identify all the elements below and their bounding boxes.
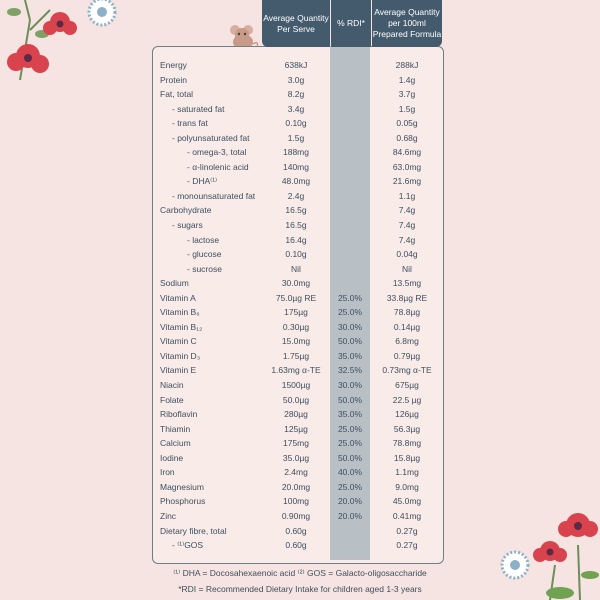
footnote-rdi: *RDI = Recommended Dietary Intake for children aged 1-3 years: [178, 584, 422, 594]
table-row: [0, 160, 600, 175]
per-100ml-value: 288kJ: [395, 60, 419, 70]
per-100ml-value: 1.1mg: [395, 467, 419, 478]
per-serve-value: 0.10g: [285, 118, 307, 129]
table-row: [0, 422, 600, 437]
per-serve-value: 1.63mg α-TE: [271, 365, 321, 376]
per-100ml-value: 675µg: [395, 380, 419, 391]
per-100ml-value: 7.4g: [398, 205, 416, 216]
per-100ml-value: 0.79µg: [393, 350, 421, 361]
table-row: [0, 233, 600, 248]
per-serve-value: 0.60g: [285, 540, 307, 551]
nutrient-name: Thiamin: [160, 423, 191, 434]
per-100ml-value: 0.05g: [396, 118, 418, 129]
nutrient-name: - trans fat: [172, 118, 208, 129]
per-serve-value: 0.60g: [285, 525, 307, 536]
per-100ml-value: 78.8mg: [392, 438, 422, 449]
table-row: [0, 436, 600, 451]
table-row: [0, 116, 600, 131]
header-per-100ml: Average Quantity per 100ml Prepared Formula: [372, 0, 442, 47]
per-100ml-value: 0.41mg: [392, 510, 422, 521]
table-row: [0, 407, 600, 422]
rdi-value: 35.0%: [337, 409, 363, 420]
nutrient-name: Vitamin C: [160, 336, 197, 347]
per-serve-value: 3.0g: [287, 74, 305, 85]
per-serve-value: 2.4mg: [284, 467, 308, 478]
rdi-value: 20.0%: [337, 510, 363, 521]
per-serve-value: 20.0mg: [281, 481, 311, 492]
table-row: [0, 509, 600, 524]
table-row: [0, 305, 600, 320]
table-row: [0, 87, 600, 102]
per-serve-value: 8.2g: [287, 89, 305, 100]
nutrient-name: Vitamin D₃: [160, 350, 201, 361]
table-row: [0, 451, 600, 466]
per-serve-value: 1.75µg: [282, 350, 310, 361]
per-100ml-value: 0.73mg α-TE: [382, 365, 432, 376]
table-row: [0, 538, 600, 553]
per-100ml-value: 7.4g: [398, 234, 416, 245]
nutrient-name: Fat, total: [160, 89, 194, 100]
per-100ml-value: 15.8µg: [393, 452, 421, 463]
rdi-value: 35.0%: [337, 350, 363, 361]
per-serve-value: 75.0µg RE: [275, 292, 317, 303]
nutrient-name: Dietary fibre, total: [160, 525, 227, 536]
table-row: [0, 174, 600, 189]
per-100ml-value: 126µg: [395, 409, 419, 420]
per-100ml-value: 0.04g: [396, 249, 418, 260]
nutrient-name: - omega-3, total: [187, 147, 247, 158]
nutrient-name: - ⁽¹⁾GOS: [172, 540, 204, 551]
per-serve-value: 16.4g: [285, 234, 307, 245]
nutrient-name: - sucrose: [187, 263, 222, 274]
per-100ml-value: Nil: [402, 263, 412, 274]
per-100ml-value: 0.14µg: [393, 321, 421, 332]
per-serve-value: 50.0µg: [282, 394, 310, 405]
per-serve-value: 1.5g: [287, 132, 305, 143]
nutrition-table: [0, 58, 600, 553]
nutrient-name: Vitamin A: [160, 292, 196, 303]
per-serve-value: 16.5g: [285, 205, 307, 216]
per-serve-value: 188mg: [283, 147, 309, 158]
table-row: [0, 524, 600, 539]
table-row: [0, 291, 600, 306]
nutrient-name: - saturated fat: [172, 103, 225, 114]
per-100ml-value: 63.0mg: [392, 161, 422, 172]
per-serve-value: 16.5g: [285, 220, 307, 231]
table-row: [0, 203, 600, 218]
table-row: [0, 218, 600, 233]
per-100ml-value: 1.5g: [398, 103, 416, 114]
per-100ml-value: 45.0mg: [392, 496, 422, 507]
header-rdi: % RDI*: [331, 0, 371, 47]
nutrient-name: - glucose: [187, 249, 222, 260]
per-100ml-value: 7.4g: [398, 220, 416, 231]
nutrient-name: Calcium: [160, 438, 191, 449]
table-row: [0, 145, 600, 160]
table-row: [0, 131, 600, 146]
per-100ml-value: 78.8µg: [393, 307, 421, 318]
nutrient-name: Vitamin B₁₂: [160, 321, 203, 332]
per-100ml-value: 6.8mg: [395, 336, 419, 347]
per-100ml-value: 9.0mg: [395, 481, 419, 492]
nutrient-name: Iodine: [160, 452, 184, 463]
nutrient-name: Magnesium: [160, 481, 204, 492]
nutrient-name: - α-linolenic acid: [187, 161, 249, 172]
per-100ml-value: 0.68g: [396, 132, 418, 143]
rdi-value: 32.5%: [337, 365, 363, 376]
per-serve-value: 638kJ: [284, 60, 308, 70]
per-serve-value: 35.0µg: [282, 452, 310, 463]
per-serve-value: 0.30µg: [282, 321, 310, 332]
table-row: [0, 247, 600, 262]
footnote-abbreviations: ⁽¹⁾ DHA = Docosahexaenoic acid ⁽²⁾ GOS = Galacto-oligosaccharide: [173, 568, 427, 578]
nutrient-name: Riboflavin: [160, 409, 198, 420]
table-row: [0, 494, 600, 509]
nutrient-name: Folate: [160, 394, 184, 405]
per-100ml-value: 1.1g: [398, 190, 416, 201]
per-serve-value: 100mg: [283, 496, 309, 507]
header-per-serve: Average Quantity Per Serve: [262, 0, 330, 47]
nutrient-name: - DHA⁽¹⁾: [187, 176, 218, 187]
rdi-value: 30.0%: [337, 321, 363, 332]
per-100ml-value: 33.8µg RE: [386, 292, 428, 303]
nutrient-name: - polyunsaturated fat: [172, 132, 250, 143]
nutrient-name: - lactose: [187, 234, 220, 245]
per-serve-value: 125µg: [284, 423, 308, 434]
nutrient-name: Carbohydrate: [160, 205, 212, 216]
per-100ml-value: 56.3µg: [393, 423, 421, 434]
rdi-value: 50.0%: [337, 452, 363, 463]
per-100ml-value: 3.7g: [398, 89, 416, 100]
table-row: [0, 393, 600, 408]
per-serve-value: 140mg: [283, 161, 309, 172]
per-serve-value: 2.4g: [287, 190, 305, 201]
rdi-value: 20.0%: [337, 496, 363, 507]
per-serve-value: Nil: [291, 263, 301, 274]
nutrient-name: Sodium: [160, 278, 189, 289]
rdi-value: 25.0%: [337, 292, 363, 303]
per-serve-value: 175µg: [284, 307, 308, 318]
nutrient-name: Energy: [160, 60, 187, 70]
table-row: [0, 73, 600, 88]
rdi-value: 25.0%: [337, 438, 363, 449]
per-100ml-value: 22.5 µg: [392, 394, 422, 405]
table-row: [0, 480, 600, 495]
nutrient-name: Protein: [160, 74, 187, 85]
per-serve-value: 3.4g: [287, 103, 305, 114]
table-row: [0, 465, 600, 480]
per-serve-value: 48.0mg: [281, 176, 311, 187]
per-100ml-value: 21.6mg: [392, 176, 422, 187]
per-serve-value: 175mg: [283, 438, 309, 449]
table-row: [0, 378, 600, 393]
per-100ml-value: 0.27g: [396, 525, 418, 536]
nutrient-name: Iron: [160, 467, 175, 478]
per-100ml-value: 13.5mg: [392, 278, 422, 289]
nutrient-name: Vitamin B₆: [160, 307, 200, 318]
nutrient-name: Niacin: [160, 380, 184, 391]
per-serve-value: 280µg: [284, 409, 308, 420]
table-row: [0, 363, 600, 378]
per-100ml-value: 0.27g: [396, 540, 418, 551]
rdi-value: 50.0%: [337, 336, 363, 347]
per-100ml-value: 1.4g: [398, 74, 416, 85]
per-serve-value: 1500µg: [281, 380, 311, 391]
rdi-value: 30.0%: [337, 380, 363, 391]
rdi-value: 25.0%: [337, 307, 363, 318]
table-row: [0, 349, 600, 364]
table-row: [0, 102, 600, 117]
nutrient-name: Zinc: [160, 510, 177, 521]
nutrient-name: - sugars: [172, 220, 203, 231]
rdi-value: 50.0%: [337, 394, 363, 405]
nutrient-name: - monounsaturated fat: [172, 190, 256, 201]
per-serve-value: 15.0mg: [281, 336, 311, 347]
rdi-value: 40.0%: [337, 467, 363, 478]
table-row: [0, 276, 600, 291]
table-row: [0, 262, 600, 277]
table-row: [0, 320, 600, 335]
nutrient-name: Phosphorus: [160, 496, 206, 507]
per-100ml-value: 84.6mg: [392, 147, 422, 158]
rdi-value: 25.0%: [337, 423, 363, 434]
table-row: [0, 189, 600, 204]
per-serve-value: 30.0mg: [281, 278, 311, 289]
table-row: [0, 58, 600, 73]
nutrient-name: Vitamin E: [160, 365, 197, 376]
per-serve-value: 0.10g: [285, 249, 307, 260]
rdi-value: 25.0%: [337, 481, 363, 492]
per-serve-value: 0.90mg: [281, 510, 311, 521]
table-row: [0, 334, 600, 349]
